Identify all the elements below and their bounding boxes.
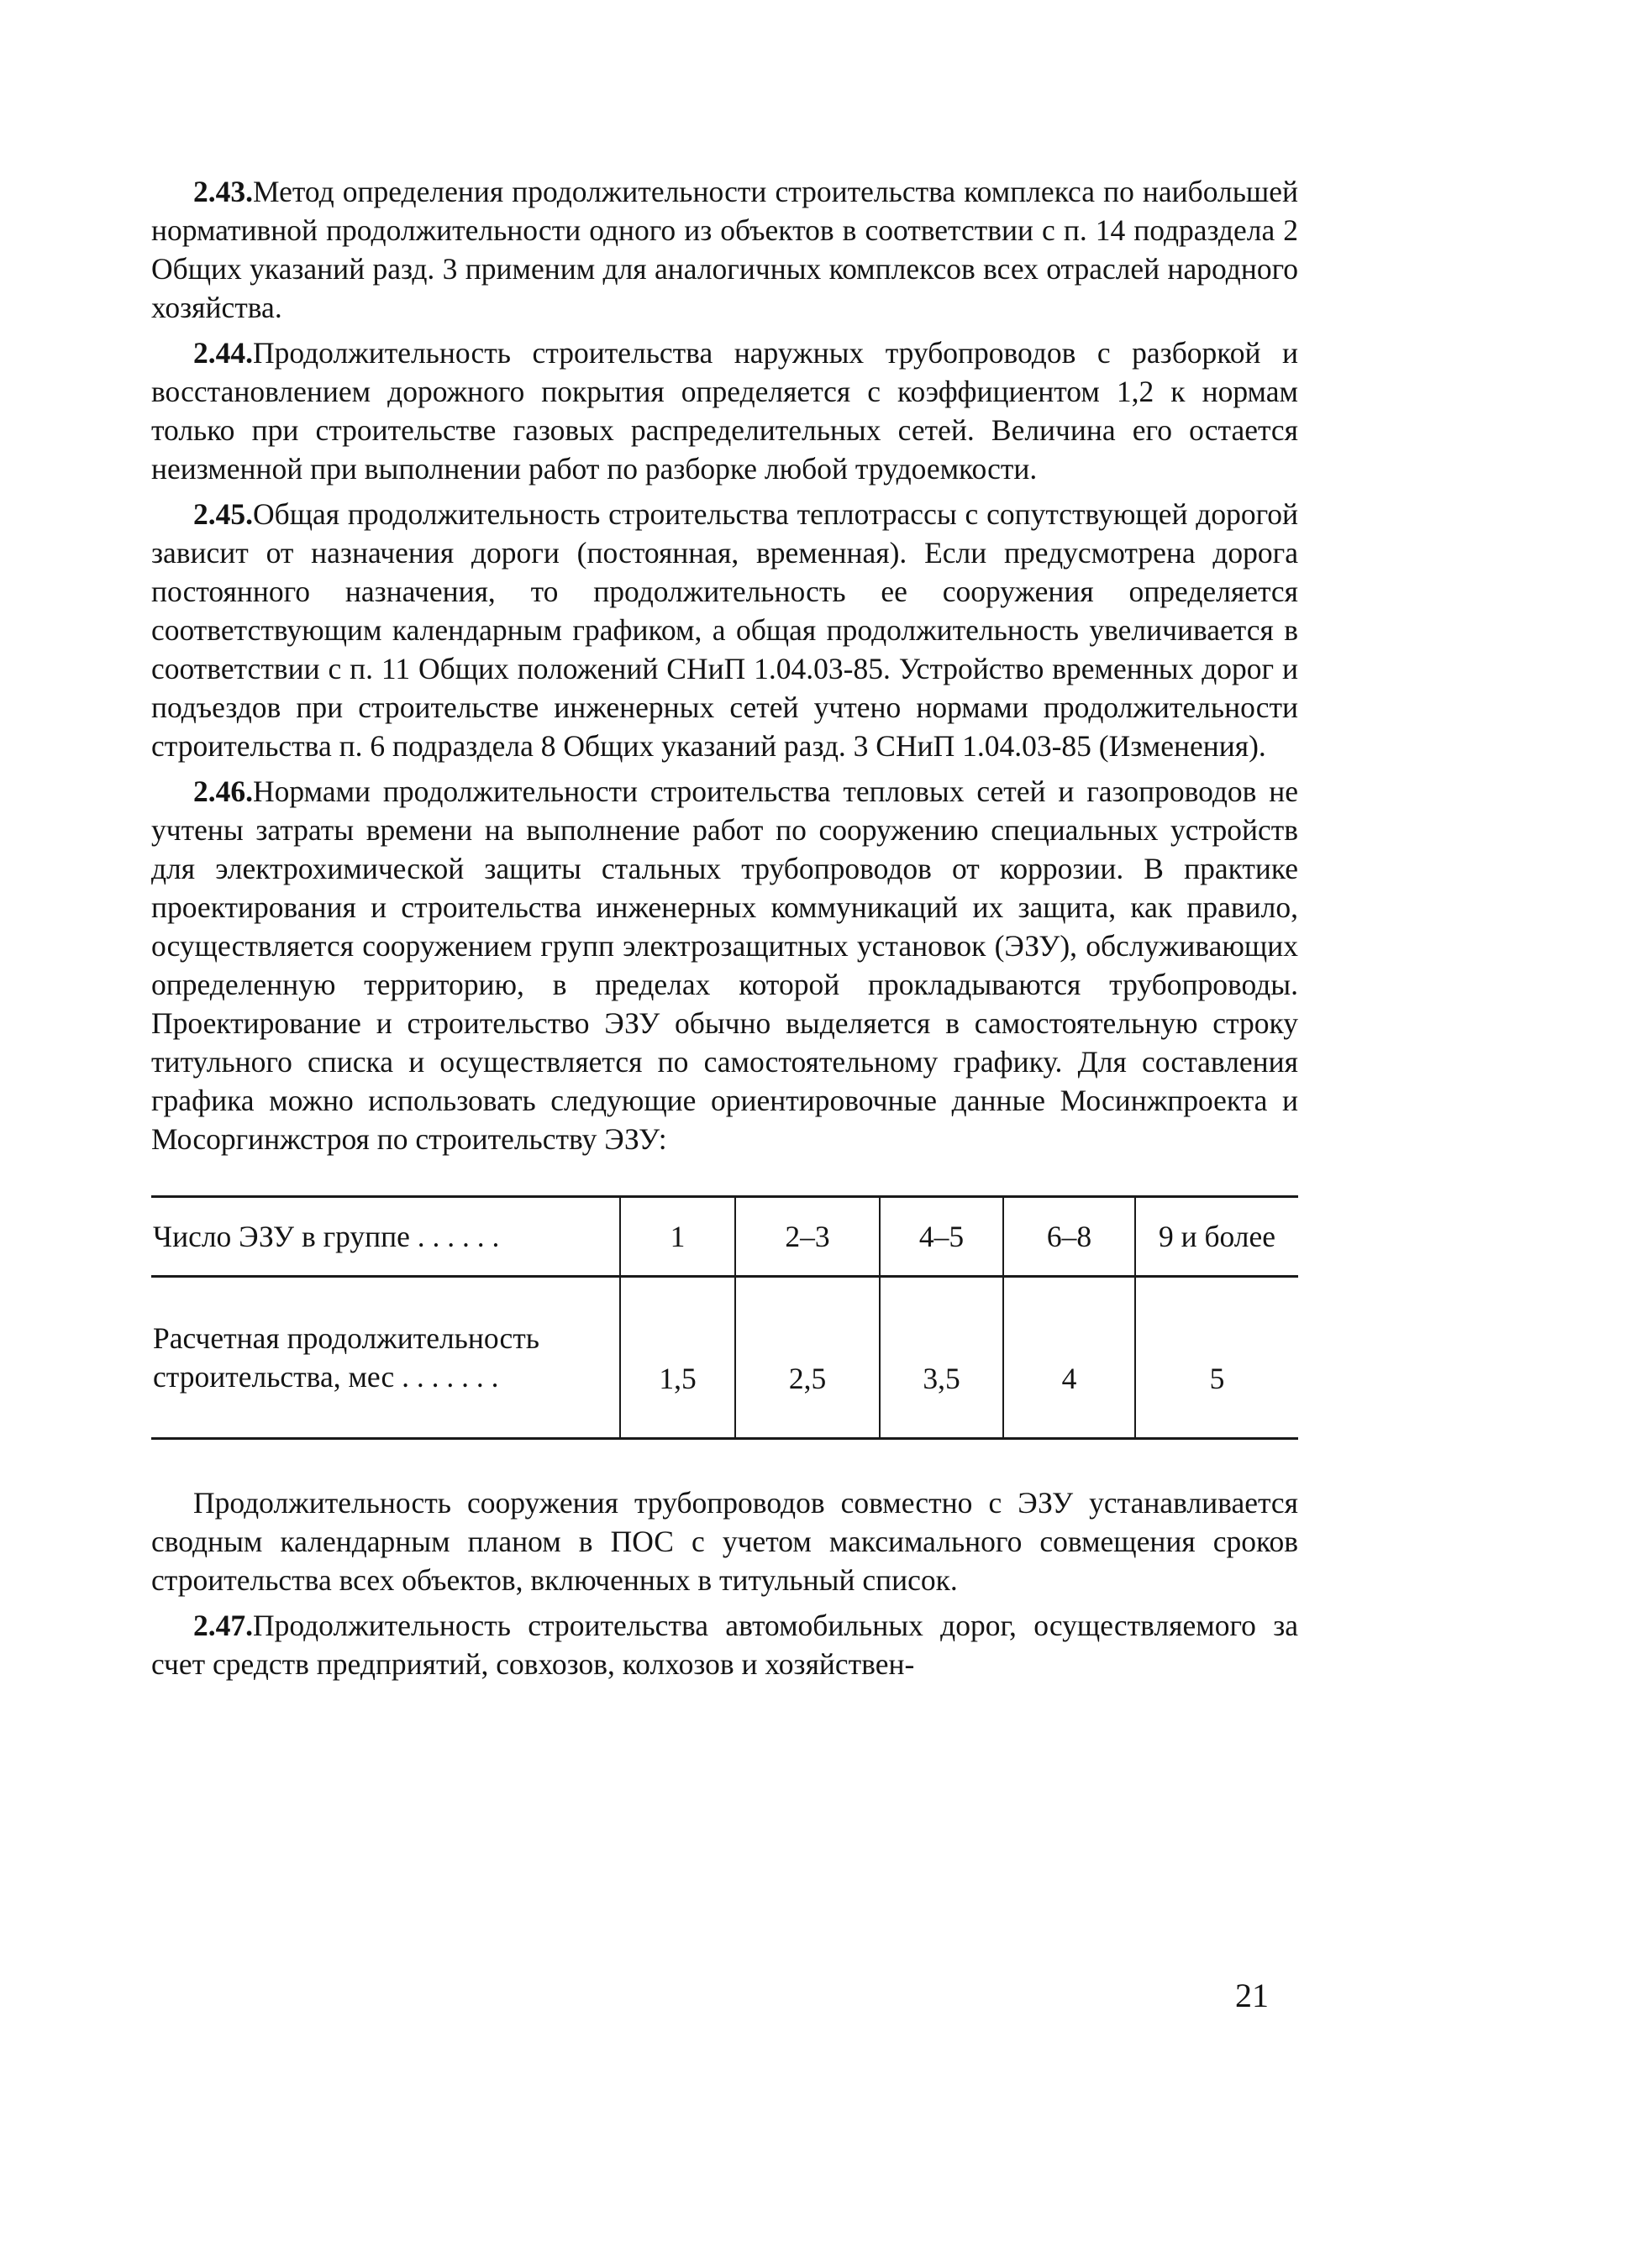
ezu-duration-table-wrapper (151, 1195, 1298, 1440)
clause-number: 2.43. (193, 175, 253, 208)
page-body (151, 172, 1298, 1690)
table-row-label-line: строительства, мес . . . . . . . (153, 1360, 499, 1394)
table-cell: 2,5 (735, 1277, 880, 1439)
paragraph-2-44 (151, 333, 1298, 488)
table-cell: 9 и более (1135, 1197, 1298, 1277)
table-row-label (151, 1277, 620, 1439)
page-number: 21 (1235, 1977, 1269, 2014)
table-cell: 6–8 (1003, 1197, 1135, 1277)
paragraph-ezu-note (151, 1483, 1298, 1599)
text-after-table (151, 1483, 1298, 1683)
table-row-label: Число ЭЗУ в группе . . . . . . (151, 1197, 620, 1277)
paragraph-text: Метод определения продолжительности строительства комплекса по наибольшей нормативной продолжительности одного из объектов в соответствии с п. 14 подраздела 2 Общих указаний разд. 3 применим для аналогичных комплексов всех отраслей народного хозяйства. (151, 175, 1298, 324)
table-row-ezu-count (151, 1197, 1298, 1277)
table-row-label-line: Расчетная продолжительность (153, 1321, 539, 1355)
paragraph-text: Продолжительность строительства автомобильных дорог, осуществляемого за счет средств предприятий, совхозов, колхозов и хозяйствен- (151, 1609, 1298, 1681)
table-cell: 1,5 (620, 1277, 735, 1439)
paragraph-2-46 (151, 772, 1298, 1158)
table-cell: 4 (1003, 1277, 1135, 1439)
table-cell: 2–3 (735, 1197, 880, 1277)
table-cell: 3,5 (880, 1277, 1003, 1439)
paragraph-2-43 (151, 172, 1298, 327)
table-cell: 1 (620, 1197, 735, 1277)
paragraph-2-45 (151, 495, 1298, 765)
table-cell: 5 (1135, 1277, 1298, 1439)
clause-number: 2.47. (193, 1609, 253, 1642)
paragraph-text: Общая продолжительность строительства теплотрассы с сопутствующей дорогой зависит от назначения дороги (постоянная, временная). Если предусмотрена дорога постоянного назначения, то продолжительность ее сооружения определяется соответствующим календарным графиком, а общая продолжительность увеличивается в соответствии с п. 11 Общих положений СНиП 1.04.03-85. Устройство временных дорог и подъездов при строительстве инженерных сетей учтено нормами продолжительности строительства п. 6 подраздела 8 Общих указаний разд. 3 СНиП 1.04.03-85 (Изменения). (151, 497, 1298, 763)
clause-number: 2.45. (193, 497, 253, 531)
paragraph-2-47 (151, 1606, 1298, 1683)
paragraph-text: Продолжительность строительства наружных трубопроводов с разборкой и восстановлением дорожного покрытия определяется с коэффициентом 1,2 к нормам только при строительстве газовых распределительных сетей. Величина его остается неизменной при выполнении работ по разборке любой трудоемкости. (151, 336, 1298, 486)
clause-number: 2.46. (193, 774, 253, 808)
clause-number: 2.44. (193, 336, 253, 370)
paragraph-text: Нормами продолжительности строительства тепловых сетей и газопроводов не учтены затраты времени на выполнение работ по сооружению специальных устройств для электрохимической защиты стальных трубопроводов от коррозии. В практике проектирования и строительства инженерных коммуникаций их защита, как правило, осуществляется сооружением групп электрозащитных установок (ЭЗУ), обслуживающих определенную территорию, в пределах которой прокладываются трубопроводы. Проектирование и строительство ЭЗУ обычно выделяется в самостоятельную строку титульного списка и осуществляется по самостоятельному графику. Для составления графика можно использовать следующие ориентировочные данные Мосинжпроекта и Мосоргинжстроя по строительству ЭЗУ: (151, 774, 1298, 1156)
table-row-duration (151, 1277, 1298, 1439)
paragraph-text: Продолжительность сооружения трубопроводов совместно с ЭЗУ устанавливается сводным календарным планом в ПОС с учетом максимального совмещения сроков строительства всех объектов, включенных в титульный список. (151, 1486, 1298, 1597)
ezu-duration-table (151, 1195, 1298, 1440)
table-cell: 4–5 (880, 1197, 1003, 1277)
